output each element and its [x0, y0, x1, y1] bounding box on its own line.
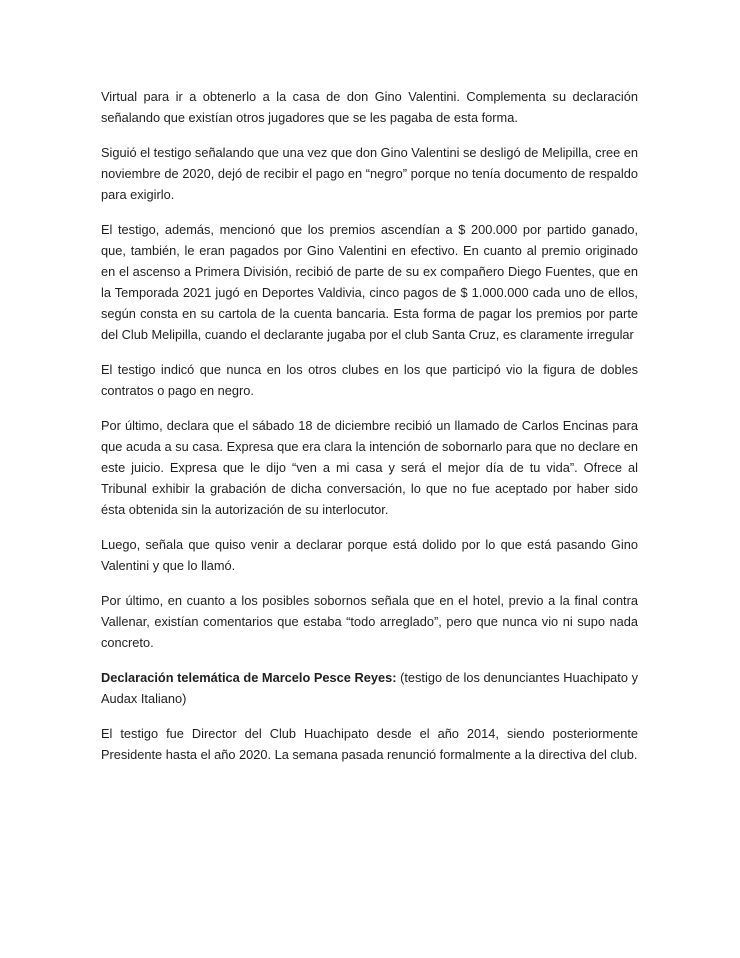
text-run: El testigo, además, mencionó que los premios ascendían a $ 200.000 por partido ganado, que, también, le eran pagados por Gino Valentini en efectivo. En cuanto al premio originado en el ascenso a Primera División, recibió de parte de su ex compañero Diego Fuentes, que en la Temporada 2021 jugó en Deportes Valdivia, cinco pagos de $ 1.000.000 cada uno de ellos, según consta en su cartola de la cuenta bancaria. Esta forma de pagar los premios por parte del Club Melipilla, cuando el declarante jugaba por el club Santa Cruz, es claramente irregular	[101, 222, 638, 342]
text-run: Por último, declara que el sábado 18 de diciembre recibió un llamado de Carlos Encinas para que acuda a su casa. Expresa que era clara la intención de sobornarlo para que no declare en este juicio. Expresa que le dijo “ven a mi casa y será el mejor día de tu vida”. Ofrece al Tribunal exhibir la grabación de dicha conversación, lo que no fue aceptado por haber sido ésta obtenida sin la autorización de su interlocutor.	[101, 418, 638, 517]
text-run: Luego, señala que quiso venir a declarar porque está dolido por lo que está pasando Gino Valentini y que lo llamó.	[101, 537, 638, 573]
paragraph	[101, 86, 638, 128]
document-body	[101, 86, 638, 765]
paragraph	[101, 142, 638, 205]
text-run: Virtual para ir a obtenerlo a la casa de don Gino Valentini. Complementa su declaración señalando que existían otros jugadores que se les pagaba de esta forma.	[101, 89, 638, 125]
paragraph	[101, 723, 638, 765]
paragraph	[101, 359, 638, 401]
bold-text-run: Declaración telemática de Marcelo Pesce Reyes:	[101, 670, 397, 685]
text-run: El testigo fue Director del Club Huachipato desde el año 2014, siendo posteriormente Presidente hasta el año 2020. La semana pasada renunció formalmente a la directiva del club.	[101, 726, 638, 762]
paragraph	[101, 219, 638, 345]
paragraph	[101, 534, 638, 576]
paragraph	[101, 590, 638, 653]
text-run: (testigo de los denunciantes Huachipato y Audax Italiano)	[101, 670, 638, 706]
text-run: Siguió el testigo señalando que una vez que don Gino Valentini se desligó de Melipilla, cree en noviembre de 2020, dejó de recibir el pago en “negro” porque no tenía documento de respaldo para exigirlo.	[101, 145, 638, 202]
text-run: Por último, en cuanto a los posibles sobornos señala que en el hotel, previo a la final contra Vallenar, existían comentarios que estaba “todo arreglado”, pero que nunca vio ni supo nada concreto.	[101, 593, 638, 650]
text-run: El testigo indicó que nunca en los otros clubes en los que participó vio la figura de dobles contratos o pago en negro.	[101, 362, 638, 398]
paragraph	[101, 415, 638, 520]
paragraph	[101, 667, 638, 709]
